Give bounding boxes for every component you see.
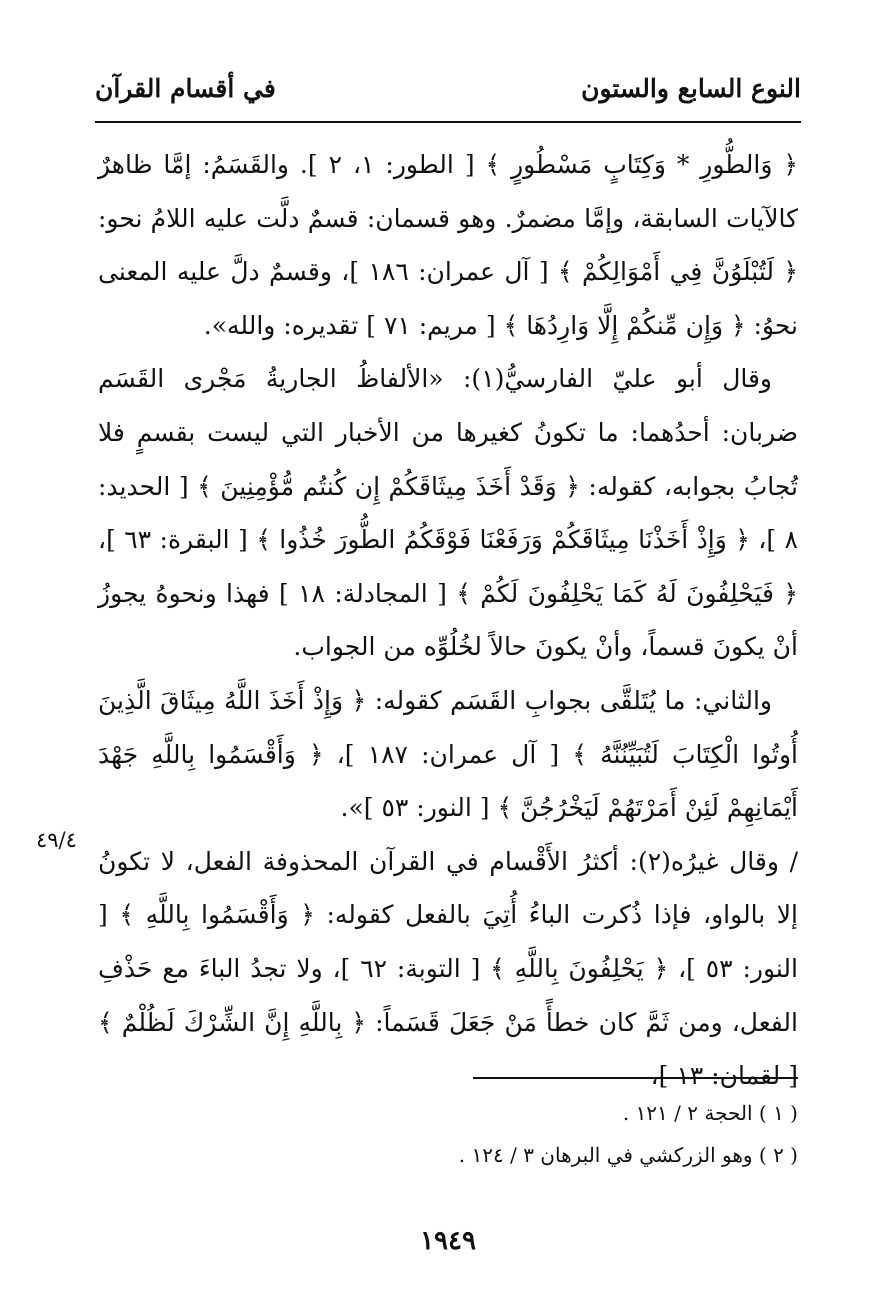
footnote-2: ( ٢ ) وهو الزركشي في البرهان ٣ / ١٢٤ . <box>458 1143 798 1167</box>
header-divider <box>95 121 801 123</box>
footnote-1: ( ١ ) الحجة ٢ / ١٢١ . <box>622 1101 798 1125</box>
main-text <box>98 138 798 1103</box>
paragraph-2: وقال أبو عليّ الفارسيُّ(١): «الألفاظُ الجاريةُ مَجْرى القَسَم ضربان: أحدُهما: ما تكونُ كغيرها من الأخبار التي ليست بقسمٍ فلا تُجابُ بجوابه، كقوله: ﴿ وَقَدْ أَخَذَ مِيثَاقَكُمْ إِن كُنتُم مُّؤْمِنِينَ ﴾ [ الحديد: ٨ ]، ﴿ وَإِذْ أَخَذْنَا مِيثَاقَكُمْ وَرَفَعْنَا فَوْقَكُمُ الطُّورَ خُذُوا ﴾ [ البقرة: ٦٣ ]، ﴿ فَيَحْلِفُونَ لَهُ كَمَا يَحْلِفُونَ لَكُمْ ﴾ [ المجادلة: ١٨ ] فهذا ونحوهُ يجوزُ أنْ يكونَ قسماً، وأنْ يكونَ حالاً لخُلُوِّه من الجواب. <box>98 364 798 662</box>
running-header <box>95 74 801 114</box>
section-title: في أقسام القرآن <box>95 74 276 103</box>
page-number: ١٩٤٩ <box>420 1226 476 1256</box>
chapter-title: النوع السابع والستون <box>581 74 801 103</box>
paragraph-4: / وقال غيرُه(٢): أكثرُ الأَقْسام في القرآن المحذوفة الفعل، لا تكونُ إلا بالواو، فإذا ذُكرت الباءُ أُتِيَ بالفعل كقوله: ﴿ وَأَقْسَمُوا بِاللَّهِ ﴾ [ النور: ٥٣ ]، ﴿ يَحْلِفُونَ بِاللَّهِ ﴾ [ التوبة: ٦٢ ]، ولا تجدُ الباءَ مع حَذْفِ الفعل، ومن ثَمَّ كان خطأً مَنْ جَعَلَ قَسَماً: ﴿ بِاللَّهِ إِنَّ الشِّرْكَ لَظُلْمٌ ﴾ [ لقمان: ١٣ ]، <box>98 846 799 1091</box>
paragraph-1: ﴿ وَالطُّورِ * وَكِتَابٍ مَسْطُورٍ ﴾ [ الطور: ١، ٢ ]. والقَسَمُ: إمَّا ظاهرٌ كالآيات السابقة، وإمَّا مضمرٌ. وهو قسمان: قسمٌ دلَّت عليه اللامُ نحو: ﴿ لَتُبْلَوُنَّ فِي أَمْوَالِكُمْ ﴾ [ آل عمران: ١٨٦ ]، وقسمٌ دلَّ عليه المعنى نحوُ: ﴿ وَإِن مِّنكُمْ إِلَّا وَارِدُهَا ﴾ [ مريم: ٧١ ] تقديره: والله». <box>98 150 798 340</box>
footnote-divider <box>473 1077 798 1079</box>
manuscript-page-marker: ٤٩/٤ <box>36 828 77 852</box>
paragraph-3: والثاني: ما يُتَلقَّى بجوابِ القَسَم كقوله: ﴿ وَإِذْ أَخَذَ اللَّهُ مِيثَاقَ الَّذِينَ أُوتُوا الْكِتَابَ لَتُبَيِّنُنَّهُ ﴾ [ آل عمران: ١٨٧ ]، ﴿ وَأَقْسَمُوا بِاللَّهِ جَهْدَ أَيْمَانِهِمْ لَئِنْ أَمَرْتَهُمْ لَيَخْرُجُنَّ ﴾ [ النور: ٥٣ ]». <box>98 685 798 823</box>
footnotes <box>98 1092 798 1176</box>
